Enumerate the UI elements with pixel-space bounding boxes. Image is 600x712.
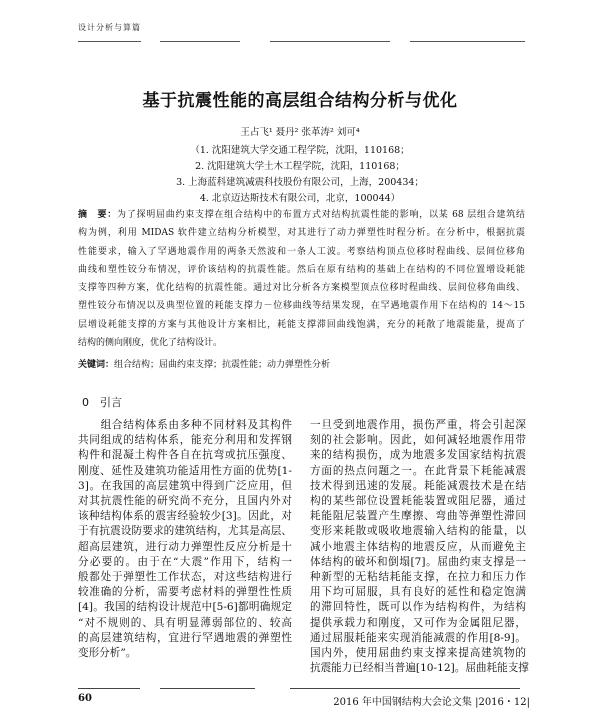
- abstract-line: 结构的侧向刚度，优化了结构设计。: [78, 338, 223, 349]
- abstract-line: 层增设耗能支撑的方案与其他设计方案相比，耗能支撑滞回曲线饱满，充分的耗散了地震能量，提高了: [78, 319, 525, 330]
- header-rule: [270, 41, 390, 42]
- body-line: 该种结构体系的震害经验较少[3]。因此，对: [78, 510, 292, 523]
- keywords: [78, 357, 330, 370]
- proceedings-title: 2016 年中国钢结构大会论文集 |2016・12|: [333, 697, 530, 708]
- body-line: 来的结构损伤，成为地震多发国家结构抗震: [310, 449, 526, 462]
- affiliation: （1. 沈阳建筑大学交通工程学院，沈阳，110168；: [190, 145, 410, 156]
- body-line: 超高层建筑，进行动力弹塑性反应分析是十: [78, 540, 292, 553]
- body-line: 于有抗震设防要求的建筑结构，尤其是高层、: [78, 525, 292, 538]
- body-line: 组合结构体系由多种不同材料及其构件: [78, 419, 292, 431]
- body-line: 提供承载力和刚度，又可作为金属阻尼器，: [310, 616, 526, 629]
- affiliation: 2. 沈阳建筑大学土木工程学院，沈阳，110168；: [195, 161, 405, 172]
- abstract-line: 支撑等四种方案，优化结构的抗震性能。通过对比分析各方案模型顶点位移时程曲线、层间位移角曲线、: [78, 283, 525, 294]
- body-line: 的高层建筑结构，宜进行罕遇地震的弹塑性: [78, 631, 292, 644]
- header-rule: [410, 41, 525, 42]
- affiliation: 3. 上海蓝科建筑减震科技股份有限公司，上海，200434；: [176, 177, 424, 188]
- running-header: 设计分析与算篇: [78, 23, 141, 32]
- body-line: 种新型的无粘结耗能支撑，在拉力和压力作: [310, 571, 526, 584]
- header-rule: [160, 41, 240, 42]
- abstract: [78, 206, 525, 352]
- keywords-label: 关键词：: [78, 360, 115, 370]
- body-line: 技术得到迅速的发展。耗能减震技术是在结: [310, 479, 526, 492]
- body-line: 通过屈服耗能来实现消能减震的作用[8-9]。: [310, 631, 526, 644]
- body-line: 般都处于弹塑性工作状态，对这些结构进行: [78, 571, 292, 584]
- body-line: “对不规则的、具有明显薄弱部位的、较高: [78, 616, 292, 629]
- body-line: 减小地震主体结构的地震反应，从而避免主: [310, 540, 526, 553]
- footer-rule: [290, 688, 520, 689]
- paper-title: 基于抗震性能的高层组合结构分析与优化: [142, 91, 458, 111]
- body-line: 变形分析”。: [78, 647, 137, 660]
- body-line: 分必要的。由于在“大震”作用下，结构一: [78, 555, 292, 568]
- body-line: 的滞回特性，既可以作为结构构件，为结构: [310, 601, 526, 614]
- right-column: [310, 418, 529, 676]
- header-rule: [78, 41, 141, 42]
- left-column: [78, 418, 292, 661]
- body-line: 体结构的破坏和倒塌[7]。屈曲约束支撑是一: [310, 555, 526, 568]
- body-line: 较准确的分析，需要考虑材料的弹塑性性质: [78, 586, 292, 599]
- body-line: 刻的社会影响。因此，如何减轻地震作用带: [310, 434, 526, 447]
- footer-rule: [160, 688, 255, 689]
- body-line: 对其抗震性能的研究尚不充分，且国内外对: [78, 495, 292, 508]
- body-line: 3]。在我国的高层建筑中得到广泛应用，但: [78, 479, 292, 492]
- body-line: 抗震能力已经相当普遍[10-12]。屈曲耗能支撑: [310, 662, 529, 675]
- abstract-line: 曲线和塑性铰分布情况，评价该结构的抗震性能。然后在原有结构的基础上在结构的不同位置增设耗能: [78, 264, 525, 275]
- body-line: 变形来耗散或吸收地震输入结构的能量，以: [310, 525, 526, 538]
- body-line: 共同组成的结构体系，能充分利用和发挥钢: [78, 434, 292, 447]
- section-heading: 0 引言: [82, 396, 122, 409]
- abstract-label: 摘 要：: [78, 210, 118, 220]
- body-line: 刚度、延性及建筑功能适用性方面的优势[1-: [78, 464, 292, 477]
- page-number: 60: [78, 693, 92, 704]
- body-line: [4]。我国的结构设计规范中[5-6]都明确规定: [78, 601, 292, 614]
- abstract-line: 构为例，利用 MIDAS 软件建立结构分析模型，对其进行了动力弹塑性时程分析。在分析中，根据抗震: [78, 228, 525, 239]
- abstract-line: 性能要求，输入了罕遇地震作用的两条天然波和一条人工波。考察结构顶点位移时程曲线、层间位移角: [78, 246, 525, 257]
- authors: 王占飞¹ 聂丹² 张革涛² 刘可⁴: [240, 127, 360, 138]
- abstract-line: 为了探明屈曲约束支撑在组合结构中的布置方式对结构抗震性能的影响，以某 68 层组合建筑结: [117, 210, 525, 220]
- body-line: 一旦受到地震作用，损伤严重，将会引起深: [310, 419, 526, 431]
- body-line: 构件和混凝土构件各自在抗弯或抗压强度、: [78, 449, 292, 462]
- body-line: 国内外，使用屈曲约束支撑来提高建筑物的: [310, 647, 526, 660]
- abstract-line: 塑性铰分布情况以及典型位置的耗能支撑力－位移曲线等结果发现，在罕遇地震作用下在结构的 14～15: [78, 301, 525, 312]
- body-line: 构的某些部位设置耗能装置或阻尼器，通过: [310, 495, 526, 508]
- body-line: 耗能阻尼装置产生摩擦、弯曲等弹塑性滞回: [310, 510, 526, 523]
- keywords-text: 组合结构；屈曲约束支撑；抗震性能；动力弹塑性分析: [114, 360, 331, 370]
- footer-rule: [78, 688, 140, 689]
- affiliation: 4. 北京迈达斯技术有限公司，北京，100044）: [199, 193, 401, 204]
- body-line: 用下均可屈服，具有良好的延性和稳定饱满: [310, 586, 526, 599]
- body-line: 方面的热点问题之一。在此背景下耗能减震: [310, 464, 526, 477]
